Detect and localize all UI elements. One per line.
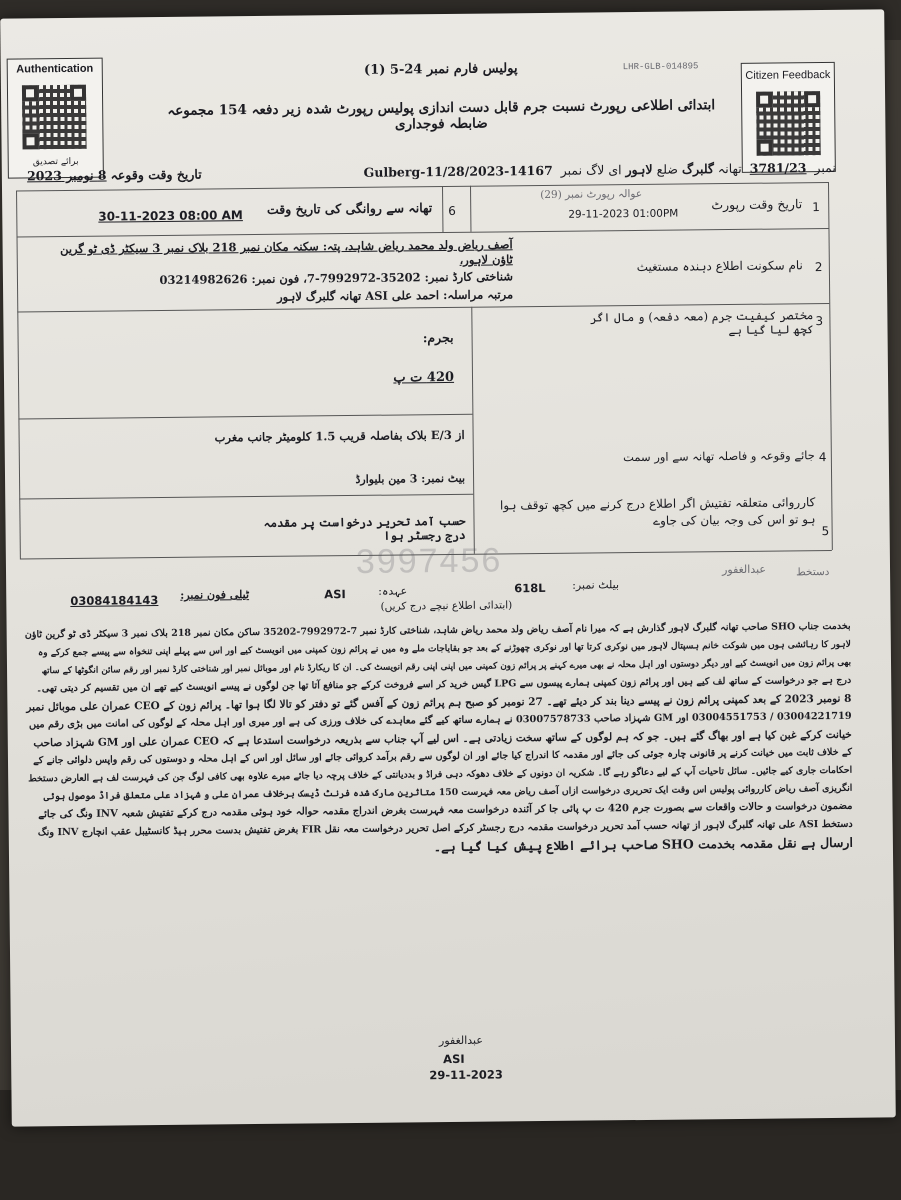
row-3-number: 3: [815, 314, 824, 329]
row-3-label: مختصر کیفیت جرم (معہ دفعہ) و مال اگر کچھ لیا گیا ہے: [590, 308, 814, 338]
form-title: پولیس فارم نمبر 24-5 (1): [363, 61, 518, 78]
number-label: نمبر: [814, 159, 836, 176]
row-6-number: 6: [448, 203, 456, 218]
fir-document: [0, 9, 896, 1126]
row-5-label: کارروائی متعلقہ تفتیش اگر اطلاع درج کرنے میں کچھ توقف ہوا ہو تو اس کی وجہ بیان کی جاوے: [499, 495, 816, 528]
incident-location: از 3/E بلاک بفاصلہ قریب 1.5 کلومیٹر جانب مغرب: [214, 427, 465, 445]
complainant-cnic-phone: شناختی کارڈ نمبر: 35202-7992972-7، فون نمبر: 03214982626: [159, 269, 514, 288]
narrative-line: کے خلاف ثابت میں خیانت کرنے پر قانونی چارہ جوئی کی جائے اور مقدمہ کا اندراج کیا جائے اور ان لوگوں سے رقم برآمد کروائی جائے اور سائل اور اس کے اہل محلہ و دوستوں کی رقم واپس دلوائی جانے کے: [33, 746, 853, 767]
citizen-feedback-qr-code: [756, 91, 821, 156]
narrative-line: خیانت کرکے غبن کیا ہے اور بھاگ گئے ہیں۔ جو کہ ہم لوگوں کے ساتھ سخت زیادتی ہے۔ اس لیے آپ جناب سے بذریعہ درخواست استدعا ہے کہ CEO عمران علی اور GM شہزاد صاحب: [33, 728, 852, 750]
signature-label: دستخط: [796, 566, 830, 579]
beat-number: بیٹ نمبر: 3 مین بلیوارڈ: [355, 471, 466, 486]
rank-value: ASI: [324, 587, 346, 602]
crime-label: بجرم:: [422, 329, 454, 346]
investigation-action: حسب آمد تحریر درخواست پر مقدمہ درج رجسٹر ہوا: [263, 513, 466, 543]
thana-value: گلبرگ: [681, 161, 714, 177]
fir-narrative: [21, 618, 853, 861]
row-5-number: 5: [821, 524, 830, 539]
crime-section: 420 ت پ: [393, 369, 455, 386]
narrative-line: دستخط ASI علی تھانہ گلبرگ لاہور از تھانہ حسب آمد تحریر درخواست مقدمہ درج رجسٹر کرکے اصل تحریر درخواست معہ نقل FIR بغرض تفتیش بدست محرر ہیڈ کانسٹیبل عقب انچارج INV ونگ: [37, 818, 853, 839]
narrative-line: لاہور کا رہائشی ہوں میں شوکت خانم ہسپتال لاہور میں نوکری کرتا تھا اور نوکری چھوڑنے کے بعد جو بقایاجات ملے وہ میں نے پرائم زون کمپنی میں انویسٹ کیے اور اس سے پہلے اپنی تنخواہ سے پیسے جمع کرکے وہ: [37, 639, 851, 659]
row-1-label: تاریخ وقت رپورٹ: [711, 196, 803, 213]
row-2-label: نام سکونت اطلاع دہندہ مستغیث: [636, 258, 803, 275]
citizen-feedback-caption: Citizen Feedback: [745, 68, 831, 82]
report-title: ابتدائی اطلاعی رپورٹ نسبت جرم قابل دست اندازی پولیس رپورٹ شدہ زیر دفعہ 154 مجموعہ ضابطہ فوجداری: [167, 97, 716, 133]
narrative-line: بخدمت جناب SHO صاحب تھانہ گلبرگ لاہور گذارش ہے کہ میرا نام آصف ریاض ولد محمد ریاض شاہد، شناختی کارڈ نمبر 7-7992972-35202 ساکن مکان نمبر 218 بلاک نمبر 3 سیکٹر ڈی ٹو گرین ٹاؤن: [24, 620, 851, 641]
narrative-line: ارسال ہے نقل مقدمہ بخدمت SHO صاحب برائے اطلاع پیش کیا گیا ہے۔: [433, 834, 853, 855]
incident-date-label: تاریخ وقت وقوعہ: [110, 166, 202, 183]
footer-date: 29-11-2023: [429, 1067, 503, 1083]
complainant-address: آصف ریاض ولد محمد ریاض شاہد، پتہ: سکنہ مکان نمبر 218 بلاک نمبر 3 سیکٹر ڈی ٹو گرین ٹاؤن لاہور،: [59, 237, 513, 267]
narrative-line: احکامات جاری کیے جائیں۔ سائل تاحیات آپ کے لیے دعاگو رہے گا۔ شکریہ ان دونوں کے خلاف دھوکہ دہی فراڈ و بددیانتی کے خلاف پرچہ دیا جائے میرے علاوہ بھی کافی لوگ جن کی فہرست لف ہے العارض دستخط: [28, 764, 853, 785]
narrative-line: انگریزی آصف ریاض کارروائی پولیس اس وقت ایک تحریری درخواست ازاں آصف ریاض معہ فہرست 150 متاثرین مارک شدہ فرنٹ ڈیسک برخلاف عمران علی و شہزاد علی متعلق فراڈ موصول ہوئی: [43, 782, 853, 803]
authentication-box: [7, 58, 104, 179]
row-1-reference: عوالہ رپورٹ نمبر (29): [540, 187, 643, 202]
authentication-qr-code: [22, 85, 87, 150]
row-1-report-time: 29-11-2023 01:00PM: [568, 207, 679, 221]
district-label: ضلع: [656, 161, 679, 177]
document-watermark: 3997456: [355, 541, 503, 581]
footer-officer-name: عبدالغفور: [438, 1033, 483, 1048]
elog-label: ای لاگ نمبر: [560, 162, 622, 178]
row-1-number: 1: [812, 200, 820, 215]
belt-number-label: بیلٹ نمبر:: [572, 578, 620, 592]
row-6-label: تھانہ سے روانگی کی تاریخ وقت: [266, 200, 433, 217]
authentication-caption: Authentication: [16, 62, 94, 76]
belt-number-value: 618L: [514, 580, 546, 596]
narrative-line: درج ہے جو درخواست کے ساتھ لف کیے ہیں اور پرائم زون کمپنی ہمارے پیسوں سے LPG گیس خرید کر اسے فروخت کرکے جو منافع آتا تھا جن لوگوں نے پیسے انویسٹ کیے تھے ان میں تقسیم کر دیتی تھی۔: [36, 674, 852, 695]
phone-label: ٹیلی فون نمبر:: [180, 588, 250, 602]
narrative-line: 03004221719 / 03004551753 اور GM شہزاد صاحب 03007578733 نے ہمارے ساتھ کیے گئے معاہدے کی خلاف ورزی کی ہے اور میری اور اہل محلہ کے لوگوں کی امانت میں بڑی رقم میں: [28, 710, 852, 731]
header-line: [16, 160, 836, 184]
phone-value: 03084184143: [70, 593, 159, 608]
fir-number: 3781/23: [749, 160, 807, 176]
signature-name: عبدالغفور: [721, 562, 767, 577]
incident-date-value: 8 نومبر 2023: [26, 167, 107, 184]
row-6-departure-time: 30-11-2023 08:00 AM: [98, 208, 243, 224]
qr-small-caption: برائے تصدیق: [32, 156, 79, 168]
thana-label: تھانہ: [717, 160, 742, 177]
first-information-note: (ابتدائی اطلاع نیچے درج کریں): [380, 599, 513, 613]
narrative-line: 8 نومبر 2023 کے بعد کمپنی پرائم زون نے پیسے دینا بند کر دیئے تھے۔ 27 نومبر کو صبح ہم پرائم زون کے آفس گئے تو دفتر کو تالا لگا ہوا تھا۔ پرائم زون کے CEO عمران علی موبائل نمبر: [26, 692, 852, 714]
narrative-line: بھی پرائم زون میں انویسٹ کیے اور دیگر دوستوں اور اہل محلہ نے بھی میرے کہنے پر پرائم زون کمپنی میں اپنی اپنی رقم انویسٹ کی۔ ان کا ریکارڈ نام اور موبائل نمبر اور شناختی کارڈ نمبر اور رقم سائن انگوٹھا کے ساتھ: [41, 657, 852, 677]
barcode-text: LHR-GLB-014895: [622, 61, 699, 73]
district-value: لاہور: [625, 161, 653, 178]
citizen-feedback-box: [741, 62, 836, 176]
row-2-number: 2: [814, 260, 823, 275]
complaint-drafted-by: مرتبہ مراسلہ: احمد علی ASI تھانہ گلبرگ لاہور: [277, 287, 514, 304]
row-4-number: 4: [818, 450, 827, 465]
narrative-line: مضمون درخواست و حالات واقعات سے بصورت جرم 420 ت پ پائی جا کر آئندہ درخواست معہ فہرست بغرض اندراج مقدمہ حوالہ خود ہوئی مقدمہ درج کرکے تفتیش شعبہ INV ونگ کی جائے: [38, 800, 853, 821]
footer-officer-rank: ASI: [443, 1051, 465, 1067]
row-4-label: جائے وقوعہ و فاصلہ تھانہ سے اور سمت: [622, 448, 815, 465]
rank-label: عہدہ:: [378, 584, 408, 598]
elog-number: Gulberg-11/28/2023-14167: [363, 162, 553, 180]
